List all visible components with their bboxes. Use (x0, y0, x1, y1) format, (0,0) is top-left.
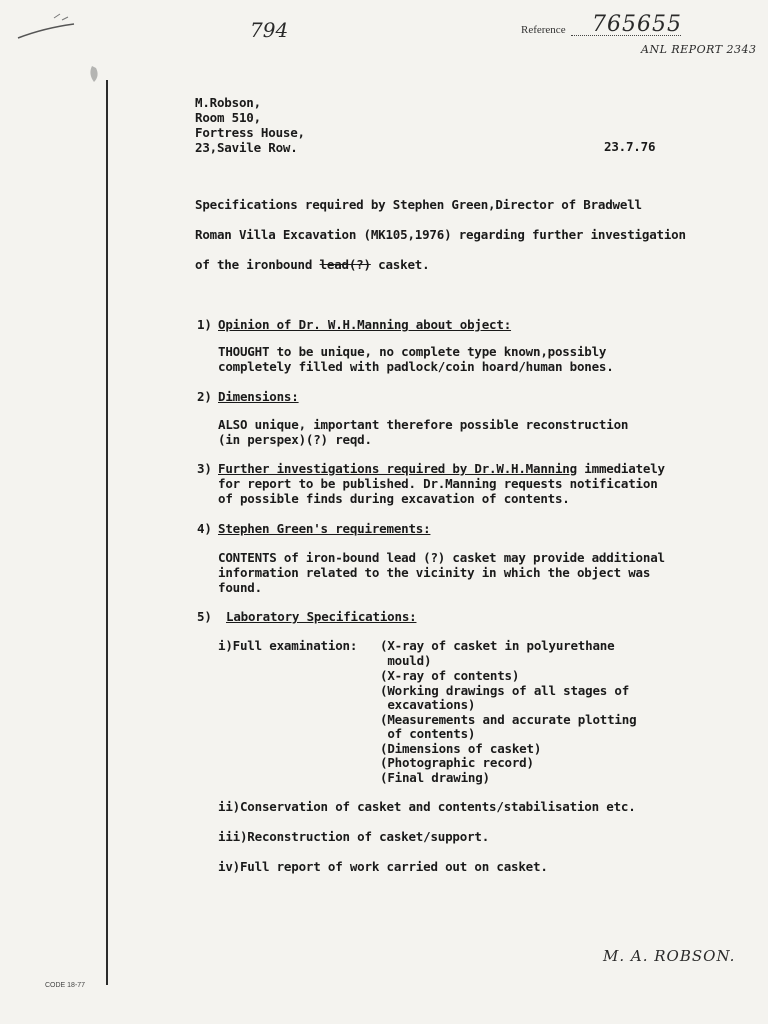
file-number: 794 (250, 18, 289, 42)
lab-item-ii: ii)Conservation of casket and contents/stabilisation etc. (218, 799, 636, 814)
section-number: 4) (197, 521, 212, 536)
section-number: 3) (197, 461, 212, 476)
form-code: CODE 18-77 (45, 982, 86, 989)
section-heading: Further investigations required by Dr.W.H.Manning immediately (218, 461, 665, 476)
section-number: 5) (197, 609, 212, 624)
address-line: Fortress House, (195, 125, 305, 140)
reference-label: Reference (521, 24, 566, 36)
exam-item: (Final drawing) (380, 770, 490, 785)
letter-date: 23.7.76 (604, 139, 656, 154)
exam-item: (Photographic record) (380, 755, 534, 770)
section-body-line: information related to the vicinity in which the object was (218, 565, 651, 580)
intro-line: Specifications required by Stephen Green,Director of Bradwell (195, 197, 642, 212)
margin-rule (106, 80, 108, 985)
exam-item: (Measurements and accurate plotting (380, 712, 637, 727)
intro-line: of the ironbound lead(?) casket. (195, 257, 430, 272)
section-body-line: CONTENTS of iron-bound lead (?) casket may provide additional (218, 550, 665, 565)
section-body-line: of possible finds during excavation of contents. (218, 491, 570, 506)
section-body-line: found. (218, 580, 262, 595)
exam-item: excavations) (380, 697, 476, 712)
report-note: ANL REPORT 2343 (641, 43, 757, 56)
section-heading: Stephen Green's requirements: (218, 521, 431, 536)
section-number: 1) (197, 317, 212, 332)
exam-item: (X-ray of casket in polyurethane (380, 638, 615, 653)
reference-number: 765655 (592, 12, 682, 37)
section-body-line: completely filled with padlock/coin hoard/human bones. (218, 359, 614, 374)
section-body-line: THOUGHT to be unique, no complete type known,possibly (218, 344, 607, 359)
address-line: Room 510, (195, 110, 261, 125)
handwritten-signature: M. A. ROBSON. (603, 947, 736, 965)
exam-item: (X-ray of contents) (380, 668, 520, 683)
struck-word: lead(?) (319, 257, 371, 272)
intro-line: Roman Villa Excavation (MK105,1976) regarding further investigation (195, 227, 686, 242)
address-line: 23,Savile Row. (195, 140, 298, 155)
exam-item: (Working drawings of all stages of (380, 683, 630, 698)
exam-item: of contents) (380, 726, 476, 741)
section-body-line: ALSO unique, important therefore possible reconstruction (218, 417, 629, 432)
full-exam-label: i)Full examination: (218, 638, 358, 653)
section-heading: Laboratory Specifications: (226, 609, 417, 624)
section-body-line: for report to be published. Dr.Manning requests notification (218, 476, 658, 491)
section-number: 2) (197, 389, 212, 404)
address-line: M.Robson, (195, 95, 261, 110)
exam-item: mould) (380, 653, 432, 668)
exam-item: (Dimensions of casket) (380, 741, 542, 756)
lab-item-iii: iii)Reconstruction of casket/support. (218, 829, 490, 844)
hole-punch-mark (86, 62, 106, 86)
section-heading: Opinion of Dr. W.H.Manning about object: (218, 317, 512, 332)
section-body-line: (in perspex)(?) reqd. (218, 432, 372, 447)
corner-scribble (14, 10, 84, 50)
lab-item-iv: iv)Full report of work carried out on casket. (218, 859, 548, 874)
section-heading: Dimensions: (218, 389, 299, 404)
